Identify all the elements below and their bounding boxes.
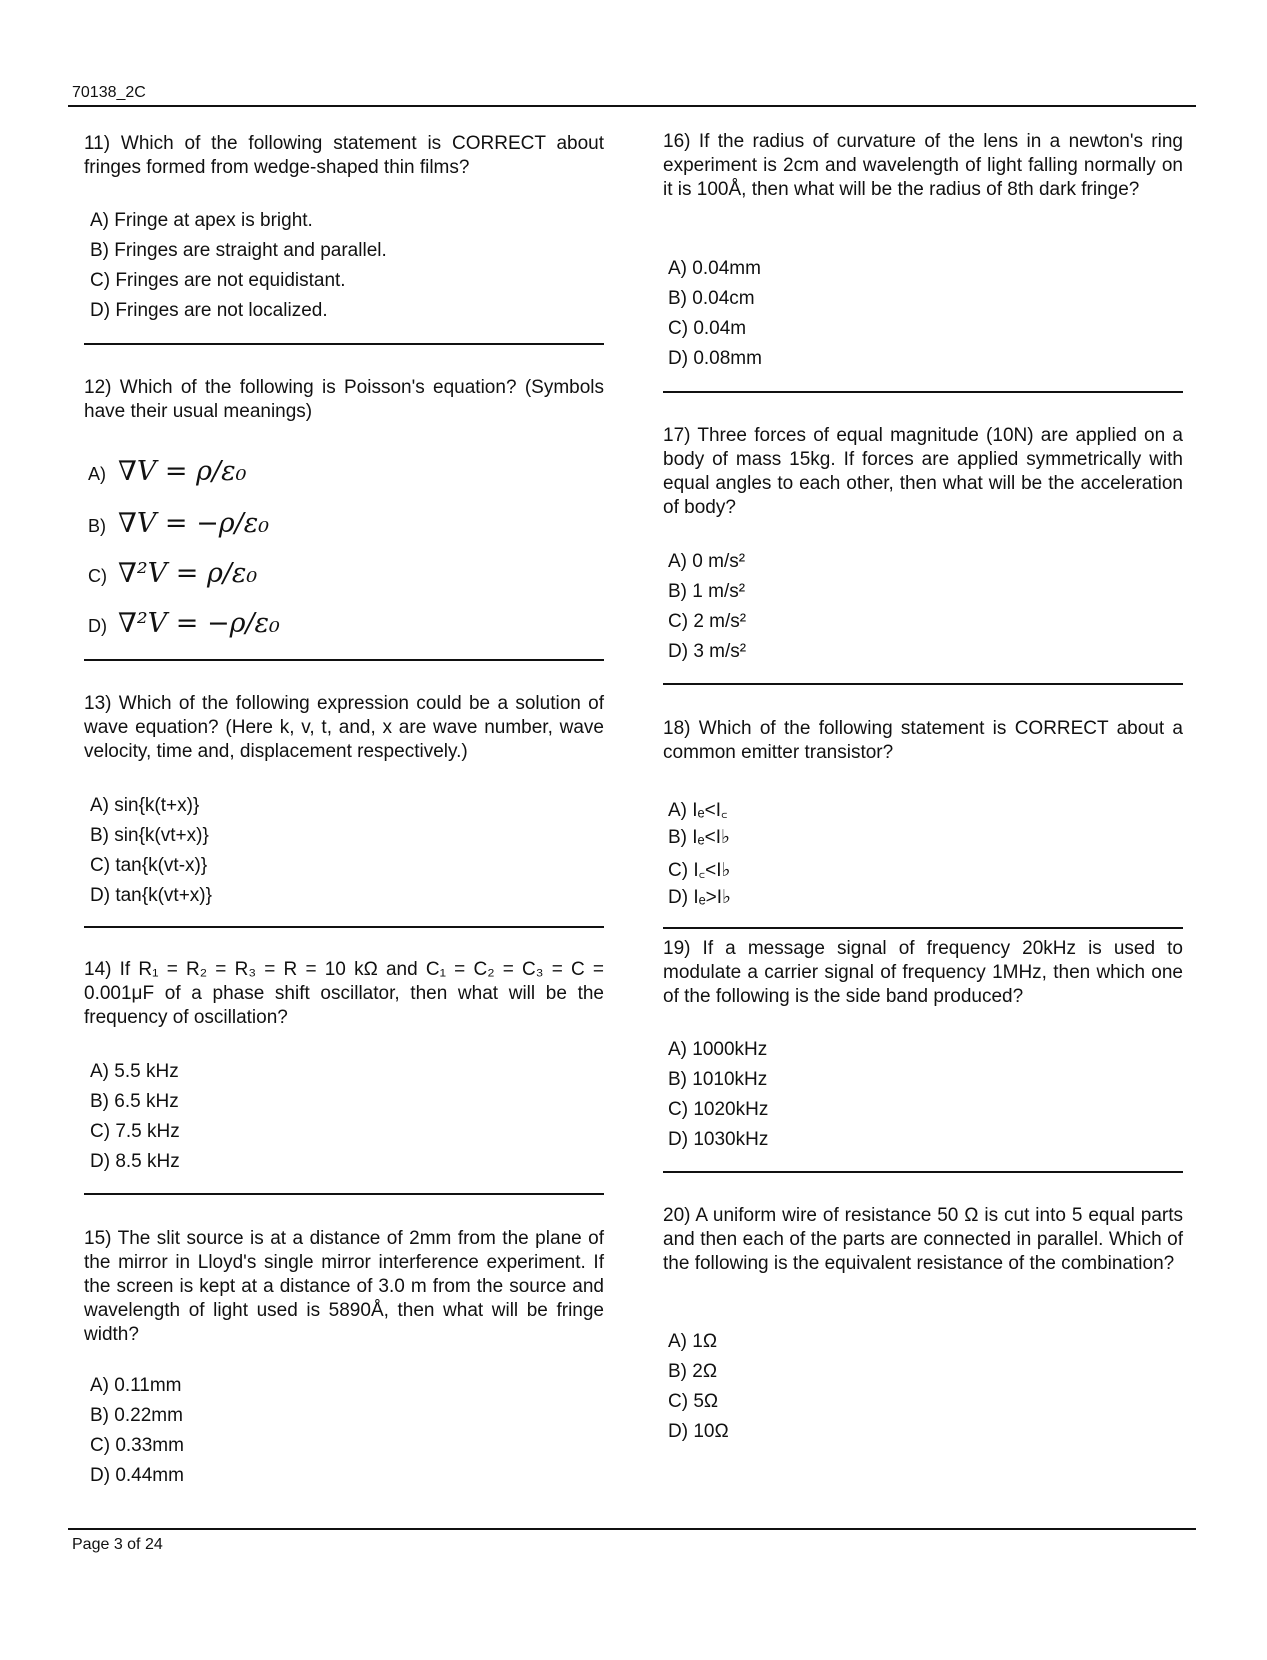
option-b[interactable]: B) 0.04cm [668, 288, 755, 309]
option-c[interactable]: C) 1020kHz [668, 1099, 769, 1120]
separator [663, 927, 1183, 929]
separator [84, 926, 604, 928]
question-18: 18) Which of the following statement is CORRECT about a common emitter transistor? [663, 718, 1183, 763]
option-c[interactable]: C) tan{k(vt-x)} [90, 855, 208, 876]
separator [663, 683, 1183, 685]
question-16: 16) If the radius of curvature of the lens in a newton's ring experiment is 2cm and wavelength of light falling normally on it is 100Å, then what will be the radius of 8th dark fringe? [663, 131, 1183, 200]
option-d[interactable]: D) tan{k(vt+x)} [90, 885, 212, 906]
option-a[interactable]: A) Fringe at apex is bright. [90, 210, 313, 231]
option-a[interactable]: A) 0 m/s² [668, 551, 746, 572]
question-15: 15) The slit source is at a distance of 2mm from the plane of the mirror in Lloyd's single mirror interference experiment. If the screen is kept at a distance of 3.0 m from the source and wavelength of light used is 5890Å, then what will be fringe width? [84, 1228, 604, 1345]
option-b[interactable]: B) 0.22mm [90, 1405, 183, 1426]
option-d[interactable]: D) 3 m/s² [668, 641, 747, 662]
option-a[interactable]: A) 5.5 kHz [90, 1061, 179, 1082]
option-d[interactable]: D) 0.08mm [668, 348, 762, 369]
option-a[interactable]: A) ∇V = ρ/ε₀ [88, 456, 247, 487]
option-c[interactable]: C) 0.04m [668, 318, 747, 339]
option-a[interactable]: A) 0.04mm [668, 258, 761, 279]
page-code: 70138_2C [72, 84, 146, 101]
option-c[interactable]: C) ∇²V = ρ/ε₀ [88, 558, 258, 589]
separator [663, 1171, 1183, 1173]
option-c[interactable]: C) 5Ω [668, 1391, 719, 1412]
option-b[interactable]: B) ∇V = −ρ/ε₀ [88, 508, 270, 539]
page-number: Page 3 of 24 [72, 1536, 163, 1553]
option-c[interactable]: C) 2 m/s² [668, 611, 747, 632]
question-14: 14) If R₁ = R₂ = R₃ = R = 10 kΩ and C₁ = C₂ = C₃ = C = 0.001μF of a phase shift oscillator, then what will be the frequency of oscillation? [84, 959, 604, 1028]
option-d[interactable]: D) 10Ω [668, 1421, 729, 1442]
option-c[interactable]: C) I꜀<I♭ [668, 860, 731, 881]
option-c[interactable]: C) Fringes are not equidistant. [90, 270, 346, 291]
separator [84, 343, 604, 345]
equation-c: ∇²V = ρ/ε₀ [118, 558, 258, 589]
question-19: 19) If a message signal of frequency 20kHz is used to modulate a carrier signal of frequency 1MHz, then which one of the following is the side band produced? [663, 938, 1183, 1007]
equation-d: ∇²V = −ρ/ε₀ [118, 608, 280, 639]
question-11: 11) Which of the following statement is CORRECT about fringes formed from wedge-shaped thin films? [84, 133, 604, 178]
option-b[interactable]: B) 2Ω [668, 1361, 718, 1382]
option-b[interactable]: B) Fringes are straight and parallel. [90, 240, 387, 261]
question-20: 20) A uniform wire of resistance 50 Ω is cut into 5 equal parts and then each of the parts are connected in parallel. Which of the following is the equivalent resistance of the combination? [663, 1205, 1183, 1274]
option-a[interactable]: A) 0.11mm [90, 1375, 182, 1396]
separator [663, 391, 1183, 393]
separator [84, 1193, 604, 1195]
option-b[interactable]: B) 1010kHz [668, 1069, 768, 1090]
option-d[interactable]: D) Fringes are not localized. [90, 300, 328, 321]
question-12: 12) Which of the following is Poisson's equation? (Symbols have their usual meanings) [84, 377, 604, 422]
option-b[interactable]: B) 6.5 kHz [90, 1091, 179, 1112]
option-d[interactable]: D) 0.44mm [90, 1465, 184, 1486]
header-rule [68, 105, 1196, 107]
option-b[interactable]: B) 1 m/s² [668, 581, 746, 602]
option-d[interactable]: D) 1030kHz [668, 1129, 769, 1150]
option-a[interactable]: A) Iₑ<I꜀ [668, 800, 728, 821]
option-c[interactable]: C) 0.33mm [90, 1435, 184, 1456]
footer-rule [68, 1528, 1196, 1530]
option-d[interactable]: D) Iₑ>I♭ [668, 887, 732, 908]
option-a[interactable]: A) sin{k(t+x)} [90, 795, 200, 816]
option-d[interactable]: D) ∇²V = −ρ/ε₀ [88, 608, 280, 639]
question-17: 17) Three forces of equal magnitude (10N) are applied on a body of mass 15kg. If forces are applied symmetrically with equal angles to each other, then what will be the acceleration of body? [663, 425, 1183, 518]
option-a[interactable]: A) 1000kHz [668, 1039, 768, 1060]
option-c[interactable]: C) 7.5 kHz [90, 1121, 180, 1142]
question-13: 13) Which of the following expression could be a solution of wave equation? (Here k, v, t, and, x are wave number, wave velocity, time and, displacement respectively.) [84, 693, 604, 762]
equation-b: ∇V = −ρ/ε₀ [118, 508, 270, 539]
option-a[interactable]: A) 1Ω [668, 1331, 718, 1352]
separator [84, 659, 604, 661]
option-b[interactable]: B) Iₑ<I♭ [668, 827, 730, 848]
equation-a: ∇V = ρ/ε₀ [118, 456, 247, 487]
option-d[interactable]: D) 8.5 kHz [90, 1151, 180, 1172]
option-b[interactable]: B) sin{k(vt+x)} [90, 825, 209, 846]
